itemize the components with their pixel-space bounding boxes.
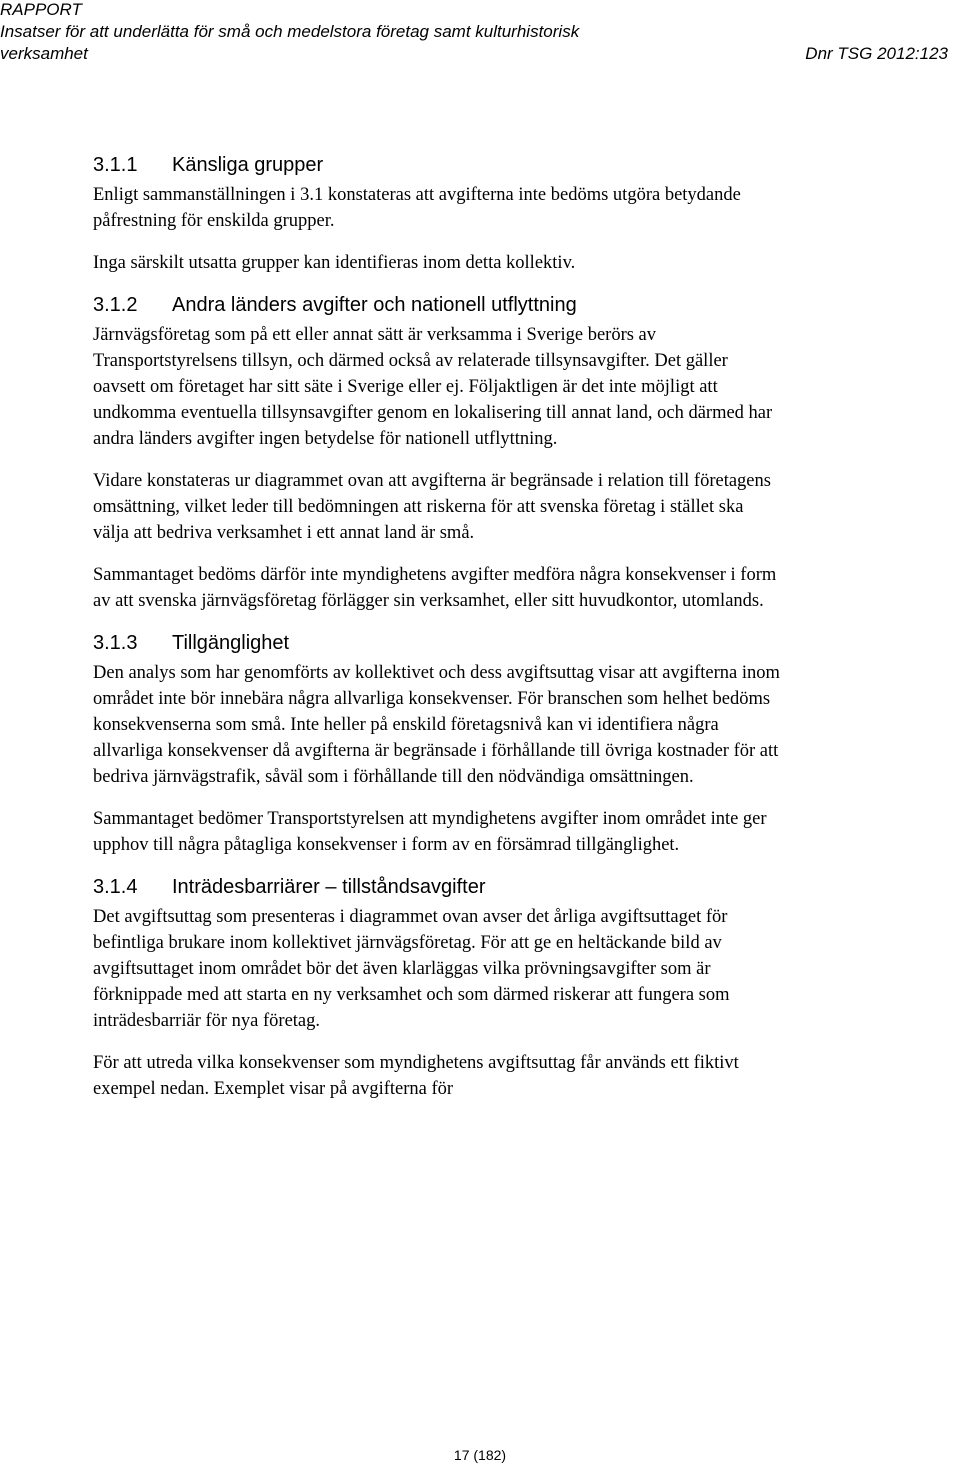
paragraph: Enligt sammanställningen i 3.1 konstateras att avgifterna inte bedöms utgöra betydande påfrestning för enskilda grupper. (93, 185, 741, 231)
section-3-1-2 (93, 292, 783, 614)
section-title: Känsliga grupper (172, 154, 324, 176)
section-3-1-1 (93, 152, 783, 276)
section-number: 3.1.2 (93, 294, 138, 316)
section-heading (93, 152, 783, 178)
section-number: 3.1.1 (93, 154, 138, 176)
paragraph: Sammantaget bedömer Transportstyrelsen att myndighetens avgifter inom området inte ger upphov till några påtagliga konsekvenser i form av en försämrad tillgänglighet. (93, 809, 767, 855)
section-number: 3.1.3 (93, 632, 138, 654)
paragraph: Det avgiftsuttag som presenteras i diagrammet ovan avser det årliga avgiftsuttaget för befintliga brukare inom kollektivet järnvägsföretag. För att ge en heltäckande bild av avgiftsuttaget inom området bör det även klarläggas vilka prövningsavgifter som är förknippade med att starta en ny verksamhet och som därmed riskerar att fungera som inträdesbarriär för nya företag. (93, 907, 730, 1031)
section-title: Tillgänglighet (172, 632, 290, 654)
report-label: RAPPORT (0, 0, 82, 19)
document-body (93, 152, 783, 1118)
section-number: 3.1.4 (93, 876, 138, 898)
paragraph: Vidare konstateras ur diagrammet ovan att avgifterna är begränsade i relation till företagens omsättning, vilket leder till bedömningen att riskerna för att svenska företag i stället ska välja att bedriva verksamhet i ett annat land är små. (93, 471, 771, 543)
report-subtitle-line1: Insatser för att underlätta för små och medelstora företag samt kulturhistorisk (0, 22, 580, 41)
section-heading (93, 292, 783, 318)
section-heading (93, 874, 783, 900)
paragraph: Den analys som har genomförts av kollektivet och dess avgiftsuttag visar att avgifterna inom området inte bör innebära några allvarliga konsekvenser. För branschen som helhet bedöms konsekvenserna som små. Inte heller på enskild företagsnivå kan vi identifiera några allvarliga konsekvenser då avgifterna är begränsade i förhållande till övriga kostnader för att bedriva järnvägstrafik, såväl som i förhållande till den nödvändiga omsättningen. (93, 663, 780, 787)
paragraph: För att utreda vilka konsekvenser som myndighetens avgiftsuttag får används ett fiktivt exempel nedan. Exemplet visar på avgifterna för (93, 1053, 739, 1099)
section-heading (93, 630, 783, 656)
page-number: 17 (182) (453, 1447, 507, 1463)
page-header (0, 0, 960, 70)
report-subtitle-line2: verksamhet (0, 44, 88, 63)
paragraph: Sammantaget bedöms därför inte myndighetens avgifter medföra några konsekvenser i form av att svenska järnvägsföretag förlägger sin verksamhet, eller sitt huvudkontor, utomlands. (93, 565, 777, 611)
section-3-1-3 (93, 630, 783, 858)
section-3-1-4 (93, 874, 783, 1102)
paragraph: Järnvägsföretag som på ett eller annat sätt är verksamma i Sverige berörs av Transportstyrelsens tillsyn, och därmed också av relaterade tillsynsavgifter. Det gäller oavsett om företaget har sitt säte i Sverige eller ej. Följaktligen är det inte möjligt att undkomma eventuella tillsynsavgifter genom en lokalisering till annat land, och därmed har andra länders avgifter ingen betydelse för nationell utflyttning. (93, 325, 773, 449)
section-title: Inträdesbarriärer – tillståndsavgifter (172, 876, 486, 898)
document-number: Dnr TSG 2012:123 (805, 44, 948, 63)
section-title: Andra länders avgifter och nationell utflyttning (172, 294, 577, 316)
paragraph: Inga särskilt utsatta grupper kan identifieras inom detta kollektiv. (93, 253, 576, 273)
